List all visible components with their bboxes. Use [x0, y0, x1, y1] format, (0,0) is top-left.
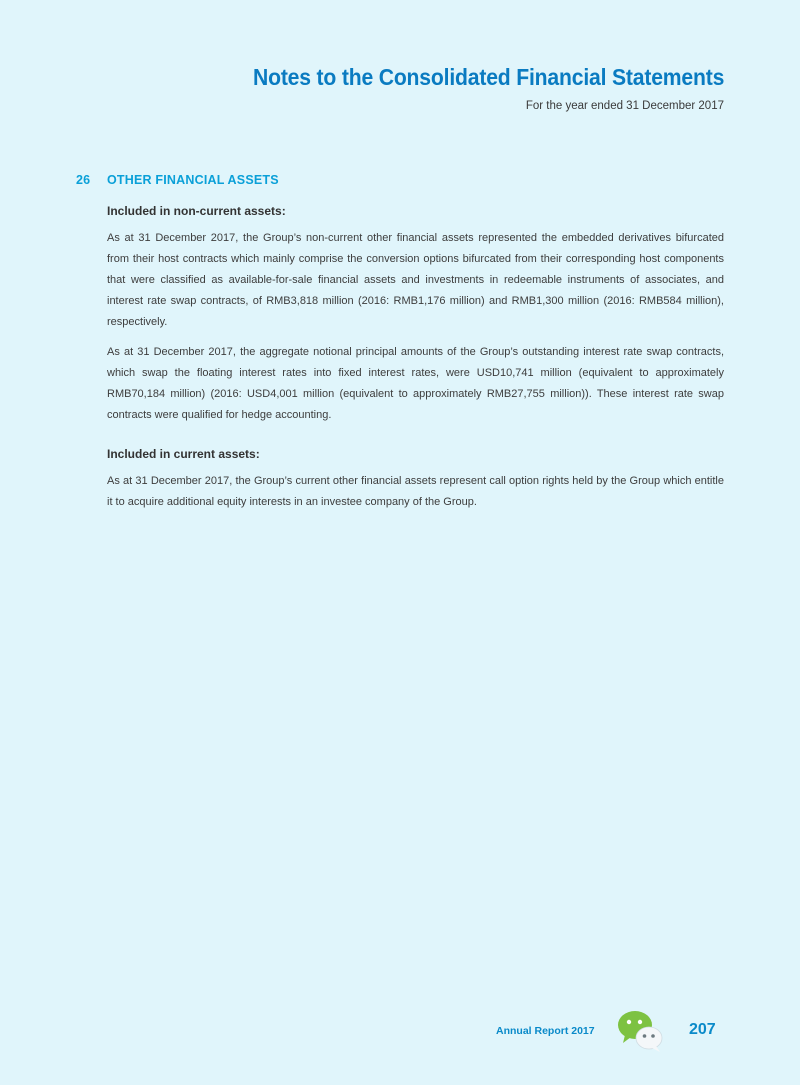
note-section [76, 173, 726, 522]
non-current-assets-heading: Included in non-current assets: [107, 204, 286, 218]
section-content [107, 204, 724, 513]
page-footer [496, 1009, 736, 1055]
non-current-paragraph-1: As at 31 December 2017, the Group’s non-current other financial assets represented the embedded derivatives bifurcated from their host contracts which mainly comprise the conversion options bifurcated from their corresponding host components that were classified as available-for-sale financial assets and investments in redeemable instruments of associates, and interest rate swap contracts, of RMB3,818 million (2016: RMB1,176 million) and RMB1,300 million (2016: RMB584 million), respectively. [107, 232, 724, 328]
current-paragraph-1: As at 31 December 2017, the Group’s current other financial assets represent call option rights held by the Group which entitle it to acquire additional equity interests in an investee company of the Group. [107, 475, 724, 508]
section-number: 26 [76, 173, 91, 187]
page-number: 207 [689, 1021, 716, 1038]
non-current-paragraph-2: As at 31 December 2017, the aggregate notional principal amounts of the Group’s outstanding interest rate swap contracts, which swap the floating interest rates into fixed interest rates, were USD10,741 million (equivalent to approximately RMB70,184 million) (2016: USD4,001 million (equivalent to approximately RMB27,755 million)). These interest rate swap contracts were qualified for hedge accounting. [107, 346, 724, 421]
current-assets-heading: Included in current assets: [107, 447, 260, 461]
wechat-logo-icon [616, 1009, 668, 1053]
page-subtitle: For the year ended 31 December 2017 [525, 100, 724, 112]
section-title: OTHER FINANCIAL ASSETS [107, 173, 279, 187]
annual-report-label: Annual Report 2017 [496, 1025, 595, 1037]
page-header [212, 64, 724, 112]
page-title: Notes to the Consolidated Financial Statements [252, 64, 724, 90]
section-heading [76, 173, 726, 187]
